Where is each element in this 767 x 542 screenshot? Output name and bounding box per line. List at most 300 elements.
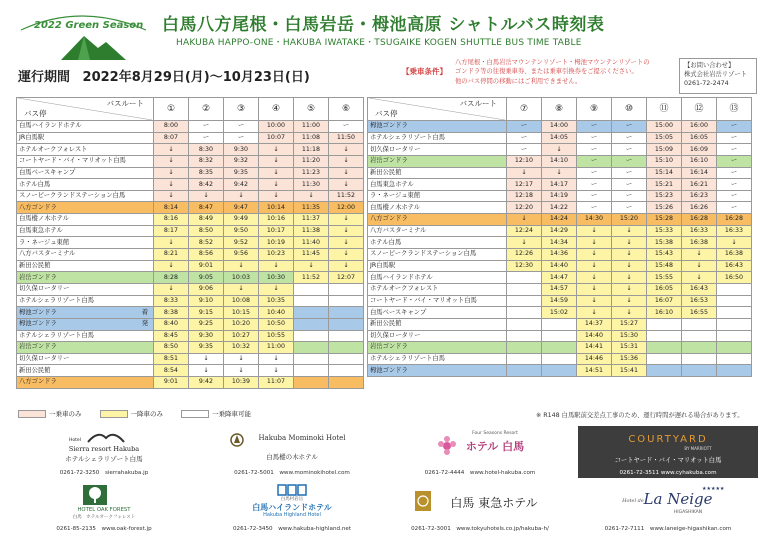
departure-time: ↓ [577, 295, 612, 307]
departure-time: 10:07 [259, 132, 294, 144]
departure-time [329, 283, 364, 295]
departure-time: ↓ [224, 283, 259, 295]
bus-stop-label: 白馬東急ホテル [19, 227, 63, 235]
route-number-header: ⑥ [329, 98, 364, 121]
departure-time: 16:14 [682, 167, 717, 179]
timetable-row [17, 144, 364, 156]
bus-stop-name [17, 202, 154, 214]
departure-time: 16:55 [682, 307, 717, 319]
timetable-row [368, 144, 752, 156]
departure-time: 9:32 [224, 155, 259, 167]
departure-time [542, 353, 577, 365]
departure-time: ー [612, 155, 647, 167]
timetable-row [368, 167, 752, 179]
departure-time: ー [717, 121, 752, 133]
departure-time: ー [612, 167, 647, 179]
departure-time [329, 377, 364, 389]
departure-time: ↓ [682, 249, 717, 261]
bus-stop-name [368, 342, 507, 354]
bus-stop-label: 岩岳ゴンドラ [19, 343, 57, 351]
bus-stop-name [17, 225, 154, 237]
timetable-row [368, 237, 752, 249]
departure-time: ↓ [542, 167, 577, 179]
departure-time: 11:45 [294, 249, 329, 261]
departure-time: 15:20 [612, 214, 647, 226]
bus-stop-label: 栂池ゴンドラ [370, 122, 408, 130]
departure-time: ↓ [329, 155, 364, 167]
ad-tokyu-hotel[interactable] [390, 482, 570, 534]
route-number-header: ⑪ [647, 98, 682, 121]
departure-time: ↓ [612, 260, 647, 272]
departure-time: ↓ [612, 249, 647, 261]
departure-time [717, 342, 752, 354]
ad-name-small: Hotel [69, 438, 81, 443]
bus-stop-label: 切久保ロータリー [19, 285, 70, 293]
bus-stop-name [368, 237, 507, 249]
departure-time: 10:40 [259, 307, 294, 319]
timetable-row [368, 214, 752, 226]
timetable-row [17, 295, 364, 307]
stop-label: バス停 [375, 109, 398, 118]
departure-time [294, 318, 329, 330]
ad-contact: 0261-72-3250 sierrahakuba.jp [59, 470, 149, 476]
bus-stop-name [17, 272, 154, 284]
departure-time [294, 365, 329, 377]
departure-time: ↓ [224, 260, 259, 272]
ad-name-jp: ホテルシェラリゾート白馬 [65, 455, 143, 463]
bus-stop-name [368, 167, 507, 179]
departure-time: 15:00 [647, 121, 682, 133]
departure-time: 8:38 [154, 307, 189, 319]
departure-time: 16:33 [717, 225, 752, 237]
ad-sierra-resort[interactable] [14, 426, 194, 478]
departure-time: 8:17 [154, 225, 189, 237]
route-stop-header [17, 98, 154, 121]
bus-stop-label: JR白馬駅 [19, 133, 45, 141]
departure-time: 16:26 [682, 202, 717, 214]
route-number-header: ② [189, 98, 224, 121]
departure-time [542, 365, 577, 377]
departure-time: ー [224, 121, 259, 133]
ad-contact: 0261-72-7111 www.laneige-higashikan.com [604, 526, 732, 532]
bus-stop-label: ラ・ネージュ東館 [370, 192, 421, 200]
departure-time: 10:35 [259, 295, 294, 307]
bus-stop-label: ホテルシェラリゾート白馬 [19, 331, 94, 339]
route-stop-header [368, 98, 507, 121]
timetable-row [17, 132, 364, 144]
departure-time: ー [717, 179, 752, 191]
departure-time: 15:21 [647, 179, 682, 191]
conditions-line: 八方尾根・白馬岩岳マウンテンリゾート・栂池マウンテンリゾートの [455, 59, 650, 66]
timetable-right [367, 97, 752, 377]
departure-time: ↓ [329, 179, 364, 191]
bus-stop-name [17, 249, 154, 261]
departure-time [682, 353, 717, 365]
departure-time [507, 342, 542, 354]
timetable-row [17, 237, 364, 249]
departure-time [507, 330, 542, 342]
bus-stop-label: ホテルシェラリゾート白馬 [370, 133, 445, 141]
departure-time: ー [189, 132, 224, 144]
bus-stop-name [17, 179, 154, 191]
bus-stop-label: 新田公民館 [19, 262, 51, 269]
departure-time [682, 365, 717, 377]
departure-time: ↓ [154, 283, 189, 295]
departure-time: 15:14 [647, 167, 682, 179]
departure-time: ↓ [154, 144, 189, 156]
departure-time: 12:17 [507, 179, 542, 191]
departure-time: 11:37 [294, 214, 329, 226]
departure-time [647, 330, 682, 342]
departure-time: ー [507, 144, 542, 156]
timetable-row [17, 342, 364, 354]
departure-time: ↓ [577, 272, 612, 284]
timetable-row [368, 155, 752, 167]
departure-time [294, 283, 329, 295]
bus-stop-name [368, 179, 507, 191]
departure-time: ↓ [259, 190, 294, 202]
bus-stop-name [368, 214, 507, 226]
route-label: バスルート [106, 99, 144, 108]
departure-time [717, 353, 752, 365]
departure-time: 16:10 [647, 307, 682, 319]
departure-time: 14:57 [542, 283, 577, 295]
departure-time: 10:17 [259, 225, 294, 237]
departure-time: 10:16 [259, 214, 294, 226]
ad-oak-forest[interactable] [14, 482, 194, 534]
oak-tree-icon [82, 484, 108, 506]
ad-contact: 0261-72-3450 www.hakuba-highland.net [232, 526, 352, 532]
departure-time: ー [577, 144, 612, 156]
departure-time: 11:35 [294, 202, 329, 214]
bus-stop-name [17, 155, 154, 167]
departure-time: 16:38 [717, 249, 752, 261]
ad-name-jp: 白馬 ホテルオークフォレスト [72, 515, 136, 520]
timetable-row [17, 190, 364, 202]
departure-time: 16:23 [682, 190, 717, 202]
timetable-row [17, 365, 364, 377]
departure-time: 15:33 [647, 225, 682, 237]
departure-time: 14:37 [577, 318, 612, 330]
departure-time [507, 295, 542, 307]
departure-time: 8:51 [154, 353, 189, 365]
bus-stop-name [17, 167, 154, 179]
departure-time: 10:15 [224, 307, 259, 319]
timetable-row [17, 179, 364, 191]
bus-stop-label: スノーピークランドステーション白馬 [370, 250, 477, 258]
bus-stop-label: ラ・ネージュ東館 [19, 238, 70, 246]
departure-time: 10:14 [259, 202, 294, 214]
departure-time [717, 318, 752, 330]
departure-time: ↓ [612, 283, 647, 295]
departure-time: 14:59 [542, 295, 577, 307]
bus-stop-label: 新田公民館 [370, 168, 402, 176]
route-number-header: ⑦ [507, 98, 542, 121]
timetable-row [368, 342, 752, 354]
contact-line: 0261-72-2474 [684, 80, 729, 88]
contact-line: 株式会社岩岳リゾート [684, 71, 747, 79]
departure-time: 14:29 [542, 225, 577, 237]
departure-time: 16:05 [682, 132, 717, 144]
timetable-row [17, 318, 364, 330]
departure-time: 9:42 [224, 179, 259, 191]
departure-time: ー [612, 190, 647, 202]
departure-time: 10:50 [259, 318, 294, 330]
departure-time: 16:43 [682, 283, 717, 295]
departure-time: 12:07 [329, 272, 364, 284]
route-number-header: ⑩ [612, 98, 647, 121]
route-label: バスルート [459, 99, 497, 108]
departure-time [294, 295, 329, 307]
departure-time: 10:39 [224, 377, 259, 389]
departure-time: 14:19 [542, 190, 577, 202]
ad-contact: 0261-72-3001 www.tokyuhotels.co.jp/hakuba-h/ [411, 526, 549, 532]
departure-time: ↓ [682, 260, 717, 272]
bus-stop-name [17, 318, 154, 330]
departure-time: ↓ [329, 225, 364, 237]
ad-name-en: HIGASHIKAN [673, 510, 703, 515]
season-logo-arc-icon [6, 8, 156, 60]
departure-time: 15:41 [612, 365, 647, 377]
departure-time: 11:38 [294, 225, 329, 237]
ad-name: Hakuba Mominoki Hotel [258, 434, 346, 442]
bus-stop-label: 切久保ロータリー [19, 355, 70, 363]
departure-time: 16:09 [682, 144, 717, 156]
rating-stars-icon: ★★★★★ [702, 486, 725, 492]
departure-time: 16:07 [647, 295, 682, 307]
ad-name-small: Hotel de [622, 498, 644, 504]
ad-name: ホテル 白馬 [465, 440, 525, 453]
bus-stop-label: コートヤード・バイ・マリオット白馬 [19, 157, 126, 165]
departure-time: 16:53 [682, 295, 717, 307]
timetable-row [17, 167, 364, 179]
timetable-row [368, 365, 752, 377]
conditions-text [455, 58, 675, 86]
departure-time: 14:51 [577, 365, 612, 377]
departure-time: 8:28 [154, 272, 189, 284]
bus-stop-label: 栂池ゴンドラ [19, 320, 57, 328]
ad-mominoki-hotel[interactable] [202, 426, 382, 478]
bus-stop-label: ホテルシェラリゾート白馬 [370, 355, 445, 363]
bus-stop-label: ホテルシェラリゾート白馬 [19, 296, 94, 304]
departure-time: ↓ [612, 295, 647, 307]
bus-stop-label: ホテル白馬 [370, 238, 402, 246]
departure-time: 10:55 [259, 330, 294, 342]
departure-time: ↓ [259, 353, 294, 365]
bus-stop-name [368, 225, 507, 237]
bus-stop-label: 白馬樅ノ木ホテル [370, 203, 421, 211]
departure-time: ー [577, 167, 612, 179]
timetable-row [17, 272, 364, 284]
departure-time: ↓ [329, 249, 364, 261]
departure-time: 8:32 [189, 155, 224, 167]
timetable-row [368, 179, 752, 191]
sierra-bird-icon [86, 428, 126, 446]
departure-time: 12:24 [507, 225, 542, 237]
bus-stop-name [17, 365, 154, 377]
departure-time [717, 295, 752, 307]
departure-time: 12:30 [507, 260, 542, 272]
season-logo [6, 8, 156, 60]
departure-time: ↓ [154, 179, 189, 191]
departure-time: 15:27 [612, 318, 647, 330]
route-number-header: ⑨ [577, 98, 612, 121]
departure-time: 14:24 [542, 214, 577, 226]
departure-time [329, 307, 364, 319]
departure-time [329, 353, 364, 365]
departure-time: 11:40 [294, 237, 329, 249]
ad-contact: 0261-72-4444 www.hotel-hakuba.com [424, 470, 536, 476]
departure-time: 15:09 [647, 144, 682, 156]
departure-time [542, 318, 577, 330]
departure-time: ↓ [189, 190, 224, 202]
departure-time: 11:07 [259, 377, 294, 389]
timetable-row [17, 121, 364, 133]
departure-time: 10:00 [259, 121, 294, 133]
departure-time [329, 295, 364, 307]
hotel-ads [14, 424, 758, 538]
departure-time: 8:33 [154, 295, 189, 307]
departure-time: ↓ [154, 237, 189, 249]
departure-time [647, 365, 682, 377]
departure-time: 14:17 [542, 179, 577, 191]
bus-stop-label: 白馬ハイランドホテル [19, 122, 82, 130]
timetable-row [368, 272, 752, 284]
ad-courtyard-marriott[interactable] [578, 426, 758, 478]
departure-time: 10:19 [259, 237, 294, 249]
departure-time [682, 330, 717, 342]
bus-stop-name [368, 155, 507, 167]
bus-stop-name [17, 260, 154, 272]
departure-time: 15:31 [612, 342, 647, 354]
bus-stop-label: 岩岳ゴンドラ [19, 273, 57, 281]
departure-time: ー [717, 132, 752, 144]
departure-time: 16:21 [682, 179, 717, 191]
bus-stop-name [368, 353, 507, 365]
departure-time: 16:50 [717, 272, 752, 284]
operation-period [18, 66, 310, 85]
timetable-row [368, 202, 752, 214]
departure-time [717, 307, 752, 319]
departure-time: 8:14 [154, 202, 189, 214]
departure-time: 9:30 [224, 144, 259, 156]
departure-time: ↓ [329, 214, 364, 226]
departure-time [294, 330, 329, 342]
departure-time: 8:21 [154, 249, 189, 261]
departure-time: 15:28 [647, 214, 682, 226]
bus-stop-name [17, 214, 154, 226]
bus-stop-label: ホテルオークフォレスト [370, 285, 439, 293]
departure-time: 10:03 [224, 272, 259, 284]
ad-name-small: 白馬村岩岳 [280, 497, 304, 502]
page-title: 白馬八方尾根・白馬岩岳・栂池高原 シャトルバス時刻表 [162, 15, 605, 35]
departure-time: 11:18 [294, 144, 329, 156]
departure-time: 8:16 [154, 214, 189, 226]
departure-time [647, 342, 682, 354]
departure-time [507, 318, 542, 330]
departure-time: ↓ [329, 237, 364, 249]
bus-stop-label: 白馬ベースキャンプ [19, 168, 76, 176]
ad-name: La Neige [643, 490, 713, 508]
conditions-label: 【乗車条件】 [402, 67, 447, 76]
bus-stop-name [17, 121, 154, 133]
departure-time [507, 365, 542, 377]
timetable-row [368, 260, 752, 272]
departure-time: 16:38 [682, 237, 717, 249]
departure-time: ↓ [189, 353, 224, 365]
departure-time: 11:52 [329, 190, 364, 202]
departure-time: ↓ [612, 307, 647, 319]
departure-time: 8:50 [154, 342, 189, 354]
departure-time: ↓ [259, 155, 294, 167]
departure-time: ー [224, 132, 259, 144]
bus-stop-label: 新田公民館 [19, 366, 51, 374]
departure-time: ↓ [189, 365, 224, 377]
departure-time: 9:30 [189, 330, 224, 342]
bus-stop-label: 岩岳ゴンドラ [370, 343, 408, 351]
departure-time [507, 283, 542, 295]
departure-time: 15:43 [647, 249, 682, 261]
bus-stop-label: 白馬東急ホテル [370, 180, 414, 188]
departure-time: ↓ [577, 249, 612, 261]
bus-stop-label: スノーピークランドステーション白馬 [19, 192, 126, 200]
departure-time: ↓ [329, 144, 364, 156]
bus-stop-label: 栂池ゴンドラ [19, 308, 57, 316]
ad-hotel-hakuba[interactable] [390, 426, 570, 478]
timetable-row [368, 353, 752, 365]
departure-time: ↓ [154, 190, 189, 202]
departure-time [647, 318, 682, 330]
departure-time: ↓ [329, 167, 364, 179]
ad-name: 白馬ハイランドホテル [252, 503, 332, 512]
highland-logo-icon [277, 484, 307, 496]
timetable-row [17, 307, 364, 319]
departure-time [717, 365, 752, 377]
departure-time: 8:40 [154, 318, 189, 330]
departure-time: ↓ [224, 353, 259, 365]
timetable-row [17, 260, 364, 272]
ad-highland-hotel[interactable] [202, 482, 382, 534]
departure-time: ー [577, 121, 612, 133]
header [0, 0, 767, 95]
season-logo-text: 2022 Green Season [34, 20, 144, 31]
departure-time: 11:20 [294, 155, 329, 167]
ad-contact: 0261-72-5001 www.mominokihotel.com [234, 470, 350, 476]
timetable-row [368, 318, 752, 330]
departure-time: 15:02 [542, 307, 577, 319]
departure-time [647, 353, 682, 365]
departure-time: 9:25 [189, 318, 224, 330]
departure-time: ↓ [612, 225, 647, 237]
bus-stop-label: ホテルオークフォレスト [19, 145, 88, 153]
contact-line: 【お問い合わせ】 [684, 62, 735, 69]
departure-time: 9:56 [224, 249, 259, 261]
departure-time: ↓ [717, 237, 752, 249]
departure-time: 11:30 [294, 179, 329, 191]
departure-time: ー [717, 167, 752, 179]
departure-time: ー [717, 144, 752, 156]
ad-la-neige[interactable] [578, 482, 758, 534]
departure-time: ↓ [577, 237, 612, 249]
departure-time: 9:50 [224, 225, 259, 237]
departure-time: ー [577, 202, 612, 214]
departure-time: ↓ [682, 272, 717, 284]
departure-time: 9:47 [224, 202, 259, 214]
legend-item [100, 409, 164, 418]
departure-time: 9:49 [224, 214, 259, 226]
route-number-header: ③ [224, 98, 259, 121]
departure-time: 14:34 [542, 237, 577, 249]
